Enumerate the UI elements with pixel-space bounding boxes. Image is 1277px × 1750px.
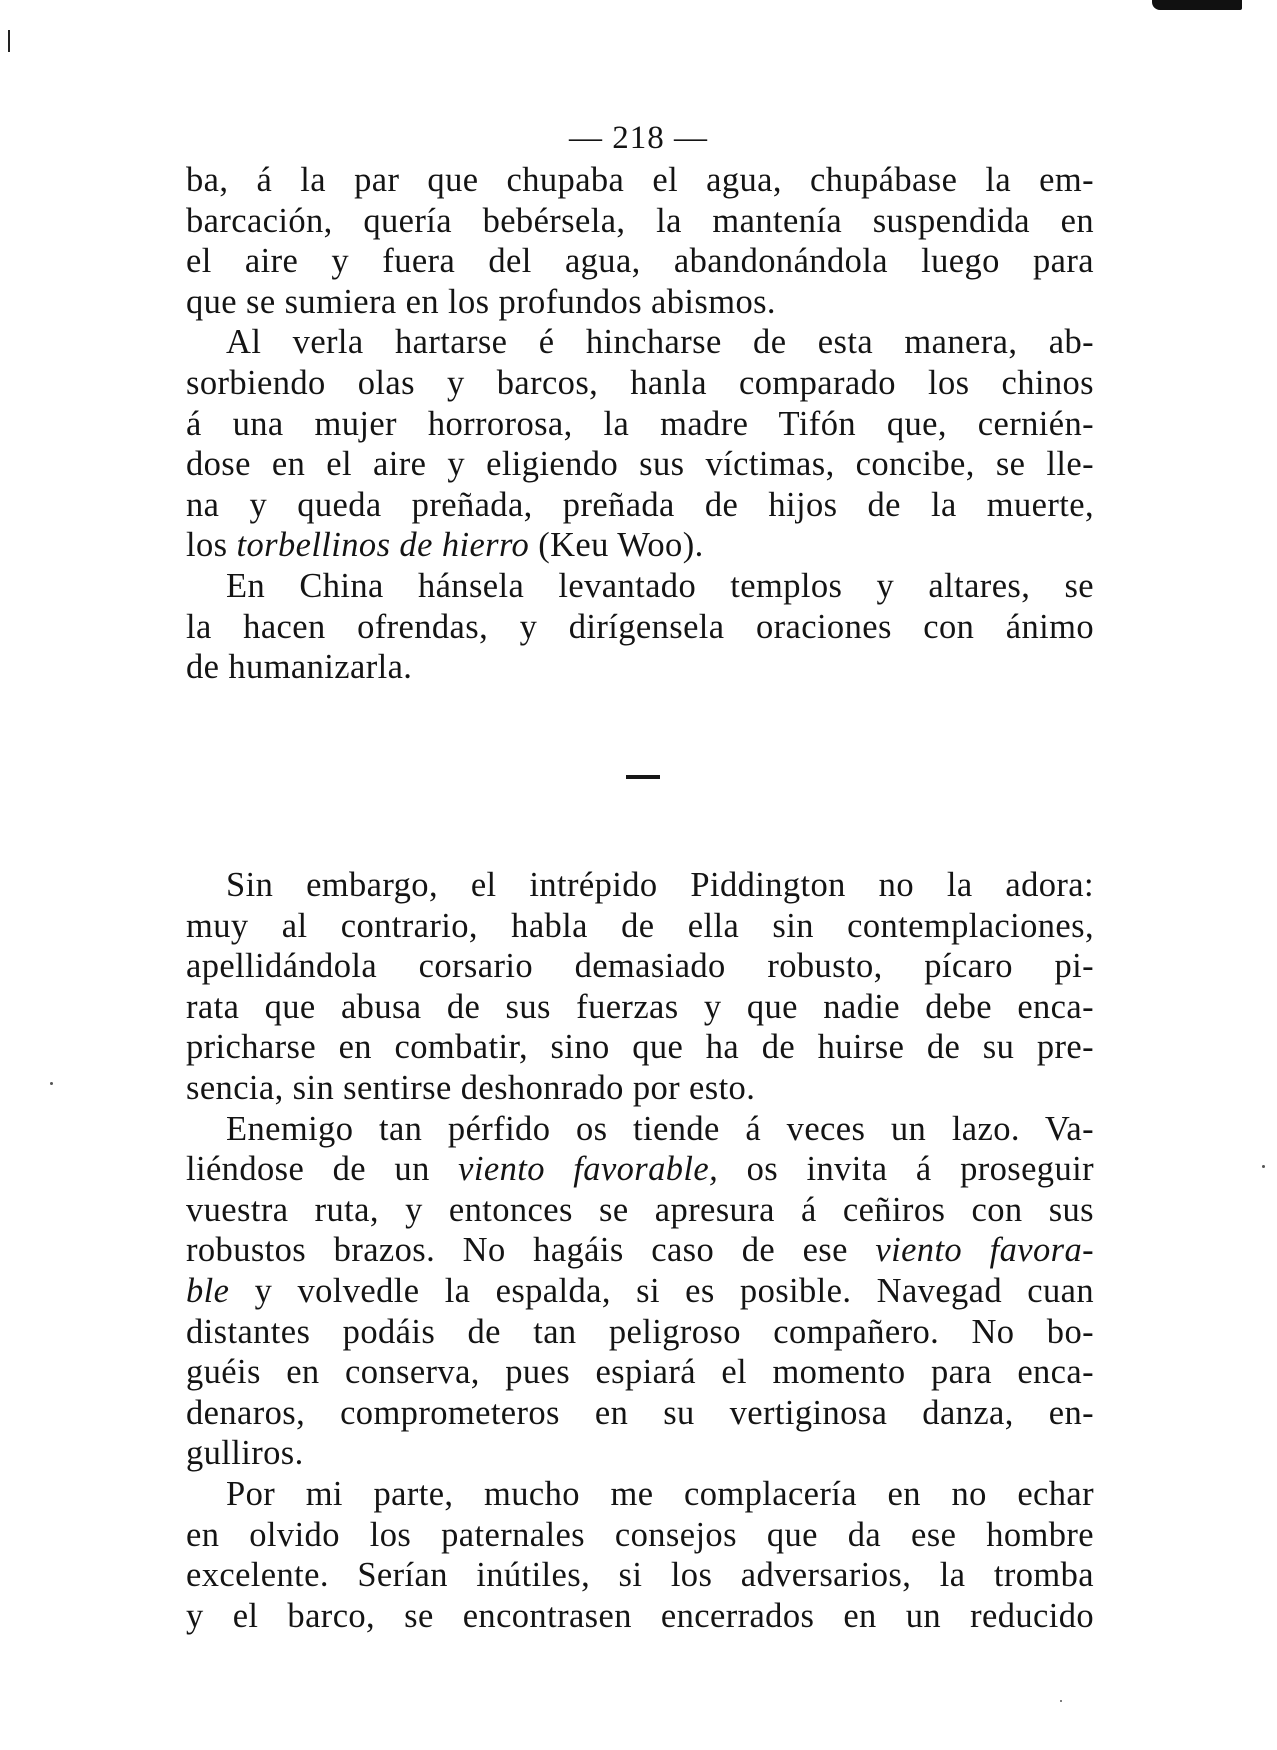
text-span: robustos brazos. No hagáis caso de ese	[186, 1231, 876, 1270]
scan-margin-mark	[8, 30, 10, 52]
italic-term: torbellinos de hierro	[236, 526, 530, 565]
text-line: apellidándola corsario demasiado robusto, pícaro pi-	[186, 947, 1094, 986]
text-line: distantes podáis de tan peligroso compañero. No bo-	[186, 1312, 1094, 1351]
italic-term: ble	[186, 1271, 230, 1310]
text-line: muy al contrario, habla de ella sin contemplaciones,	[186, 906, 1094, 945]
text-line: á una mujer horrorosa, la madre Tifón que, cernién-	[186, 404, 1094, 443]
text-line: que se sumiera en los profundos abismos.	[186, 282, 776, 321]
text-line	[186, 525, 1094, 566]
text-line: pricharse en combatir, sino que ha de huirse de su pre-	[186, 1028, 1094, 1067]
text-line: de humanizarla.	[186, 648, 413, 687]
text-line: vuestra ruta, y entonces se apresura á ceñiros con sus	[186, 1190, 1094, 1229]
text-line: dose en el aire y eligiendo sus víctimas, concibe, se lle-	[186, 445, 1094, 484]
text-line: ba, á la par que chupaba el agua, chupábase la em-	[186, 161, 1094, 199]
text-line: excelente. Serían inútiles, si los adversarios, la tromba	[186, 1556, 1094, 1595]
text-line: la hacen ofrendas, y dirígensela oraciones con ánimo	[186, 607, 1094, 646]
page-number: — 218 —	[569, 120, 708, 156]
text-line: sorbiendo olas y barcos, hanla comparado los chinos	[186, 363, 1094, 402]
text-line: Por mi parte, mucho me complacería en no echar	[226, 1474, 1094, 1513]
text-line: el aire y fuera del agua, abandonándola luego para	[186, 242, 1094, 281]
text-span: (Keu Woo).	[529, 526, 704, 565]
section-separator	[626, 775, 660, 779]
text-line: sencia, sin sentirse deshonrado por esto.	[186, 1068, 756, 1107]
paper-speck	[1262, 1165, 1265, 1168]
text-line	[186, 1271, 1094, 1312]
text-line: en olvido los paternales consejos que da ese hombre	[186, 1515, 1094, 1554]
text-line: na y queda preñada, preñada de hijos de la muerte,	[186, 485, 1094, 524]
text-span: os invita á proseguir	[718, 1150, 1094, 1189]
paragraph	[186, 566, 1094, 688]
text-line: guéis en conserva, pues espiará el momento para enca-	[186, 1353, 1094, 1392]
paragraph	[186, 322, 1094, 566]
text-line: denaros, comprometeros en su vertiginosa danza, en-	[186, 1393, 1094, 1432]
text-line: Sin embargo, el intrépido Piddington no la adora:	[226, 866, 1094, 904]
paragraph	[186, 1109, 1094, 1474]
paragraph	[186, 160, 1094, 322]
paper-speck	[50, 1082, 53, 1085]
text-line: Enemigo tan pérfido os tiende á veces un lazo. Va-	[226, 1109, 1094, 1148]
paragraph	[186, 1474, 1094, 1636]
italic-term: viento favora-	[875, 1231, 1094, 1270]
italic-term: viento favorable,	[458, 1150, 719, 1189]
text-line: rata que abusa de sus fuerzas y que nadie debe enca-	[186, 987, 1094, 1026]
text-block-lower	[186, 865, 1094, 1636]
text-line	[186, 1149, 1094, 1190]
text-block-upper	[186, 160, 1094, 688]
scan-edge-mark	[1152, 0, 1242, 10]
text-span: liéndose de un	[186, 1150, 459, 1189]
paper-speck	[1060, 1700, 1062, 1702]
text-line	[186, 1230, 1094, 1271]
paragraph	[186, 865, 1094, 1109]
text-line: gulliros.	[186, 1434, 304, 1473]
text-line: Al verla hartarse é hincharse de esta manera, ab-	[226, 323, 1094, 362]
text-span: y volvedle la espalda, si es posible. Navegad cuan	[229, 1271, 1094, 1310]
text-line: y el barco, se encontrasen encerrados en un reducido	[186, 1596, 1094, 1635]
text-line: barcación, quería bebérsela, la mantenía suspendida en	[186, 201, 1094, 240]
text-span: los	[186, 526, 237, 565]
text-line: En China hánsela levantado templos y altares, se	[226, 566, 1094, 605]
